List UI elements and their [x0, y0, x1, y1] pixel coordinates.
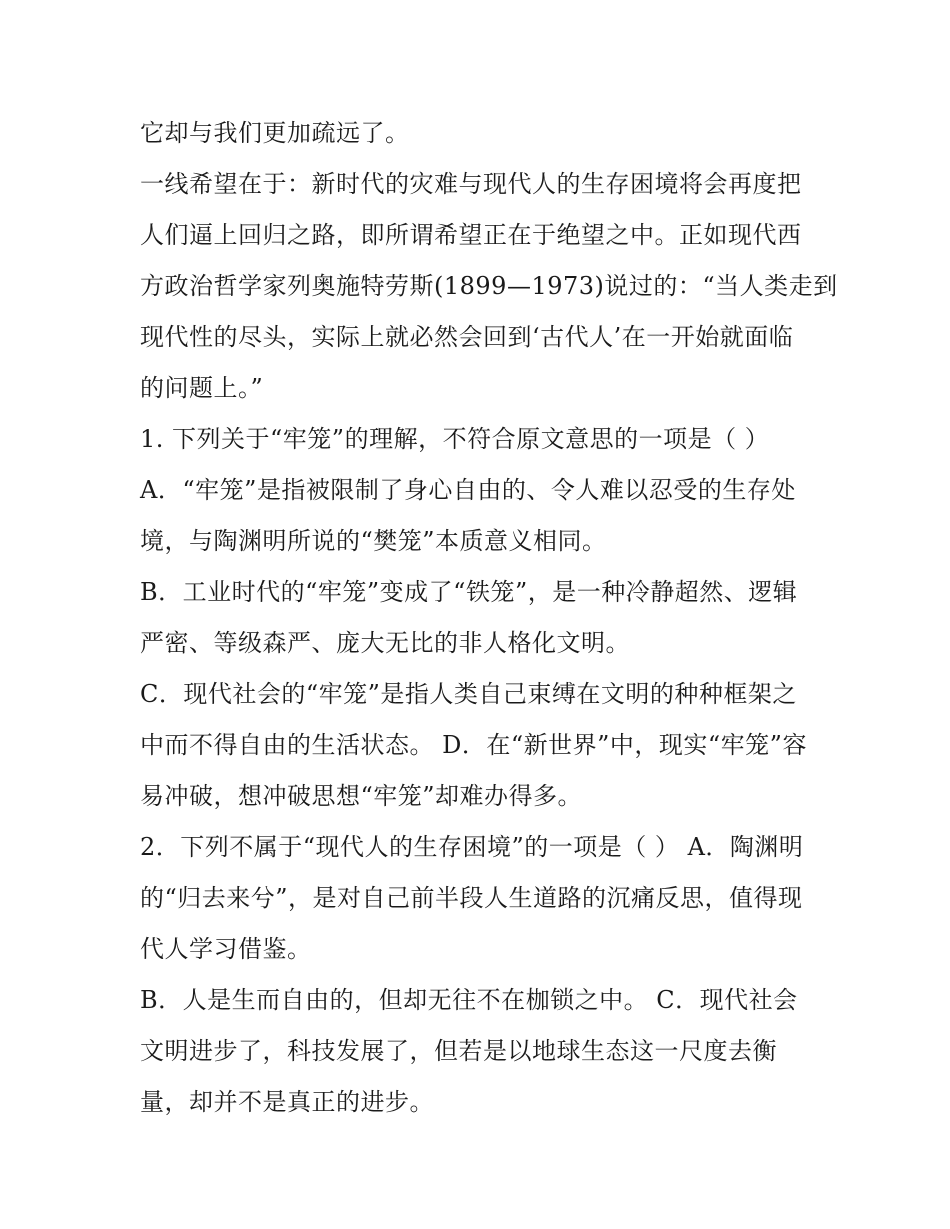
question-2-option-a-end: 代人学习借鉴。 [140, 935, 312, 963]
question-2-option-c-cont: 文明进步了，科技发展了，但若是以地球生态这一尺度去衡 [140, 1037, 777, 1065]
question-1-option-b-cont: 严密、等级森严、庞大无比的非人格化文明。 [140, 629, 630, 657]
question-1-option-d-cont: 易冲破，想冲破思想“牢笼”却难办得多。 [140, 782, 583, 810]
text-line: 的问题上。” [140, 374, 264, 402]
question-1-option-c: C．现代社会的“牢笼”是指人类自己束缚在文明的种种框架之 [140, 680, 797, 708]
question-2-stem: 2．下列不属于“现代人的生存困境”的一项是（ ） A．陶渊明 [140, 833, 804, 861]
question-1-option-a: A．“牢笼”是指被限制了身心自由的、令人难以忍受的生存处 [140, 476, 796, 504]
text-line: 现代性的尽头，实际上就必然会回到‘古代人’在一开始就面临 [140, 323, 794, 351]
question-1-stem: 1. 下列关于“牢笼”的理解，不符合原文意思的一项是（ ） [140, 425, 770, 453]
question-1-option-c-d: 中而不得自由的生活状态。 D．在“新世界”中，现实“牢笼”容 [140, 731, 807, 759]
text-line: 一线希望在于：新时代的灾难与现代人的生存困境将会再度把 [140, 170, 802, 198]
text-line: 它却与我们更加疏远了。 [140, 119, 410, 147]
question-1-option-b: B．工业时代的“牢笼”变成了“铁笼”，是一种冷静超然、逻辑 [140, 578, 798, 606]
text-line: 方政治哲学家列奥施特劳斯(1899—1973)说过的：“当人类走到 [140, 272, 838, 300]
question-2-option-c-end: 量，却并不是真正的进步。 [140, 1088, 434, 1116]
question-2-option-b-c: B．人是生而自由的，但却无往不在枷锁之中。 C．现代社会 [140, 986, 798, 1014]
text-line: 人们逼上回归之路，即所谓希望正在于绝望之中。正如现代西 [140, 221, 802, 249]
question-2-option-a-cont: 的“归去来兮”，是对自己前半段人生道路的沉痛反思，值得现 [140, 884, 803, 912]
question-1-option-a-cont: 境，与陶渊明所说的“樊笼”本质意义相同。 [140, 527, 607, 555]
document-text [140, 108, 838, 1128]
